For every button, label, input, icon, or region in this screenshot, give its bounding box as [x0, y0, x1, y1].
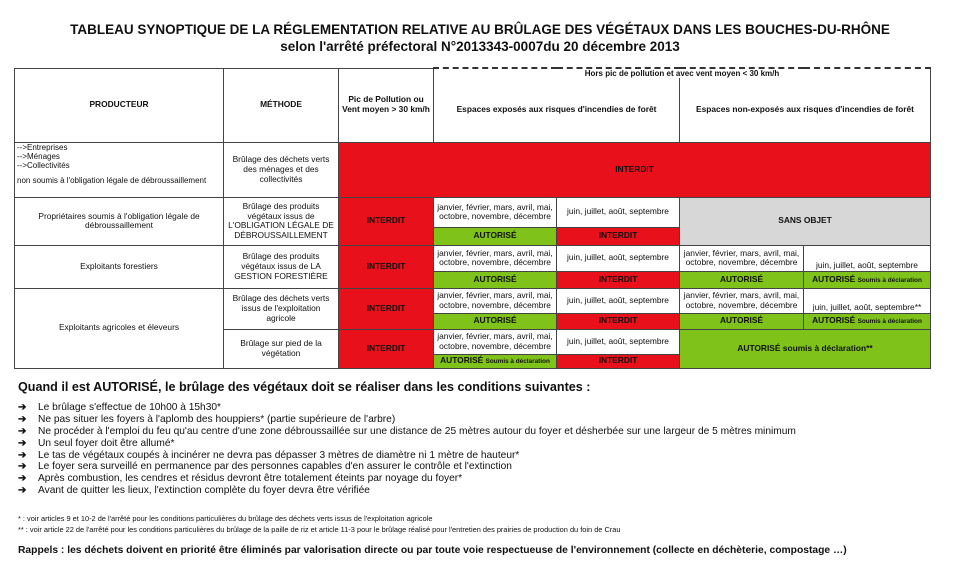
autorise-cell: AUTORISÉ [434, 227, 557, 245]
autorise-cell: AUTORISÉ [680, 271, 804, 288]
conditions-intro: Quand il est AUTORISÉ, le brûlage des végétaux doit se réaliser dans les conditions suivantes : [18, 380, 591, 394]
conditions-list [18, 402, 796, 497]
rappel-text: Rappels : les déchets doivent en priorité être éliminés par valorisation directe ou par toute voie respectueuse de l'environnement (collecte en déchèterie, compostage …) [18, 545, 847, 556]
interdit-cell: INTERDIT [339, 245, 434, 288]
autorise-cell: AUTORISÉ [434, 271, 557, 288]
arrow-right-icon: ➔ [18, 402, 27, 413]
arrow-right-icon: ➔ [18, 425, 27, 437]
list-item: ➔ Ne pas situer les foyers à l'aplomb des houppiers* (partie supérieure de l'arbre) [18, 413, 396, 425]
interdit-cell: INTERDIT [557, 354, 680, 368]
interdit-cell: INTERDIT [339, 142, 931, 197]
header-pic-pollution: Pic de Pollution ou Vent moyen > 30 km/h [339, 68, 434, 142]
interdit-cell: INTERDIT [557, 313, 680, 329]
arrow-right-icon: ➔ [18, 413, 27, 425]
header-producteur: PRODUCTEUR [15, 68, 224, 142]
months-winter: janvier, février, mars, avril, mai, octobre, novembre, décembre [434, 197, 557, 227]
autorise-soumis-cell: AUTORISÉ Soumis à déclaration [434, 354, 557, 368]
producteur-entreprises: -->Entreprises -->Ménages -->Collectivités non soumis à l'obligation légale de débroussaillement [15, 142, 224, 197]
methode-exploitation-agricole: Brûlage des déchets verts issus de l'exploitation agricole [224, 288, 339, 329]
list-item: ➔ Un seul foyer doit être allumé* [18, 437, 175, 449]
arrow-right-icon: ➔ [18, 437, 27, 449]
months-winter: janvier, février, mars, avril, mai, octobre, novembre, décembre [434, 329, 557, 354]
footnote-1: * : voir articles 9 et 10-2 de l'arrêté pour les conditions particulières du brûlage des déchets verts issus de l'exploitation agricole [18, 514, 433, 523]
months-summer: juin, juillet, août, septembre [557, 329, 680, 354]
header-exposes: Espaces exposés aux risques d'incendies de forêt [434, 78, 680, 142]
producteur-proprietaires: Propriétaires soumis à l'obligation légale de débroussaillement [15, 197, 224, 245]
autorise-cell: AUTORISÉ [680, 313, 804, 329]
autorise-soumis-cell: AUTORISÉ Soumis à déclaration [804, 313, 931, 329]
arrow-right-icon: ➔ [18, 461, 27, 473]
producteur-forestiers: Exploitants forestiers [15, 245, 224, 288]
interdit-cell: INTERDIT [339, 288, 434, 329]
months-winter: janvier, février, mars, avril, mai, octobre, novembre, décembre [680, 245, 804, 271]
header-methode: MÉTHODE [224, 68, 339, 142]
arrow-right-icon: ➔ [18, 473, 27, 485]
list-item: ➔ Le tas de végétaux coupés à incinérer ne devra pas dépasser 3 mètres de diamètre ni 1 mètre de hauteur* [18, 449, 520, 461]
list-item: ➔ Après combustion, les cendres et résidus devront être totalement éteints par noyage du foyer* [18, 473, 463, 485]
months-summer: juin, juillet, août, septembre [557, 288, 680, 313]
header-hors-pic: Hors pic de pollution et avec vent moyen < 30 km/h [434, 68, 931, 78]
months-winter: janvier, février, mars, avril, mai, octobre, novembre, décembre [434, 245, 557, 271]
page-title: TABLEAU SYNOPTIQUE DE LA RÉGLEMENTATION RELATIVE AU BRÛLAGE DES VÉGÉTAUX DANS LES BOUCHES-DU-RHÔNE [70, 22, 890, 37]
arrow-right-icon: ➔ [18, 485, 27, 497]
methode-gestion-forestiere: Brûlage des produits végétaux issus de LA GESTION FORESTIÈRE [224, 245, 339, 288]
interdit-cell: INTERDIT [339, 329, 434, 368]
autorise-cell: AUTORISÉ [434, 313, 557, 329]
interdit-cell: INTERDIT [557, 227, 680, 245]
methode-dechets-menages: Brûlage des déchets verts des ménages et des collectivités [224, 142, 339, 197]
page-subtitle: selon l'arrêté préfectoral N°2013343-0007du 20 décembre 2013 [280, 39, 680, 54]
interdit-cell: INTERDIT [557, 271, 680, 288]
methode-brulage-sur-pied: Brûlage sur pied de la végétation [224, 329, 339, 368]
months-summer: juin, juillet, août, septembre [804, 245, 931, 271]
list-item: ➔ Avant de quitter les lieux, l'extinction complète du foyer devra être vérifiée [18, 485, 370, 497]
interdit-cell: INTERDIT [339, 197, 434, 245]
list-item: ➔ Le foyer sera surveillé en permanence par des personnes capables d'en assurer le contrôle et l'extinction [18, 461, 512, 473]
months-summer: juin, juillet, août, septembre [557, 197, 680, 227]
months-summer: juin, juillet, août, septembre [557, 245, 680, 271]
autorise-soumis-declaration-cell: AUTORISÉ soumis à déclaration** [680, 329, 931, 368]
producteur-agricoles: Exploitants agricoles et éleveurs [15, 288, 224, 368]
autorise-soumis-cell: AUTORISÉ Soumis à déclaration [804, 271, 931, 288]
months-winter: janvier, février, mars, avril, mai, octobre, novembre, décembre [434, 288, 557, 313]
header-non-exposes: Espaces non-exposés aux risques d'incendies de forêt [680, 78, 931, 142]
regulation-table [14, 67, 931, 369]
methode-obligation-legale: Brûlage des produits végétaux issus de L'OBLIGATION LÉGALE DE DÉBROUSSAILLEMENT [224, 197, 339, 245]
sans-objet-cell: SANS OBJET [680, 197, 931, 245]
months-winter: janvier, février, mars, avril, mai, octobre, novembre, décembre [680, 288, 804, 313]
list-item: ➔ Ne procéder à l'emploi du feu qu'au centre d'une zone débroussaillée sur une distance de 25 mètres autour du foyer et désherbée sur une largeur de 5 mètres minimum [18, 425, 796, 437]
months-summer-star: juin, juillet, août, septembre** [804, 288, 931, 313]
list-item: ➔ Le brûlage s'effectue de 10h00 à 15h30* [18, 402, 222, 413]
arrow-right-icon: ➔ [18, 449, 27, 461]
footnote-2: ** : voir article 22 de l'arrêté pour les conditions particulières du brûlage de la paille de riz et article 11-3 pour le brûlage réalisé pour l'entretien des prairies de production du foin de Crau [18, 525, 621, 534]
